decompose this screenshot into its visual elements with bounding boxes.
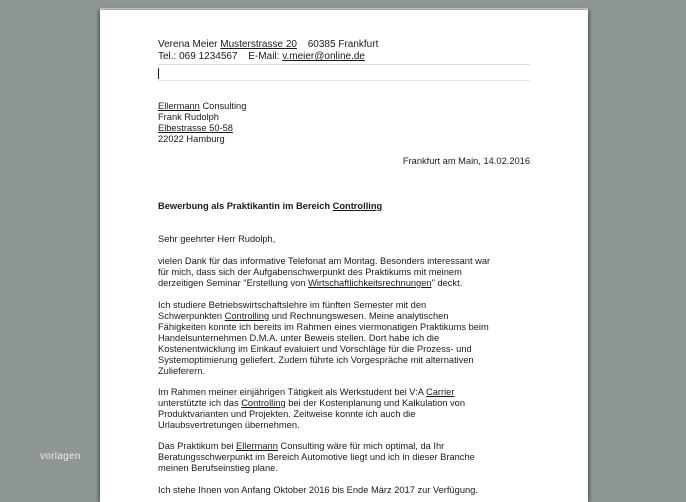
sender-email-label: E-Mail: — [248, 51, 280, 62]
text-run: Consulting wäre für mich optimal, da Ihr — [277, 441, 445, 451]
text-run: " deckt. — [431, 278, 463, 288]
text-run: Das Praktikum bei — [158, 441, 237, 451]
text-run: bei der Kostenplanung und Kalkulation von — [285, 398, 466, 408]
text-input-line[interactable] — [158, 66, 530, 81]
text-line — [158, 441, 530, 452]
sender-city: 60385 Frankfurt — [307, 39, 379, 50]
subject-topic: Controlling — [332, 201, 383, 211]
text-run: und Rechnungswesen. Meine analytischen — [269, 311, 449, 321]
sender-email-link[interactable]: v.meier@online.de — [282, 51, 365, 62]
sender-street: Musterstrasse 20 — [220, 39, 297, 50]
recipient-address — [158, 101, 530, 145]
sender-name: Verena Meier — [158, 39, 218, 50]
text-line — [158, 398, 530, 409]
text-line: Ich stehe Ihnen von Anfang Oktober 2016 bis Ende März 2017 zur Verfügung. — [158, 485, 478, 495]
recipient-company-name: Ellermann — [158, 101, 200, 111]
text-line — [158, 311, 530, 322]
paragraph-1 — [158, 256, 530, 289]
sender-contact-line — [158, 51, 530, 63]
text-line — [158, 278, 530, 289]
underlined-term: Controlling — [224, 311, 270, 321]
underlined-term: Wirtschaftlichkeitsrechnungen — [308, 278, 432, 288]
text-run: derzeitigen Seminar "Erstellung von — [158, 278, 309, 288]
text-line: für mich, dass sich der Aufgabenschwerpunkt des Praktikums mit meinem — [158, 267, 462, 277]
text-run: unterstützte ich das — [158, 398, 242, 408]
text-line: Produktvarianten und Projekten. Zeitweise konnte ich auch die — [158, 409, 416, 419]
paragraph-2 — [158, 300, 530, 377]
text-line: Fähigkeiten konnte ich bereits im Rahmen eines viermonatigen Praktikums beim — [158, 322, 489, 332]
text-cursor — [158, 68, 159, 79]
underlined-term: Ellermann — [236, 441, 278, 451]
underlined-term: Controlling — [241, 398, 286, 408]
text-line: Zulieferern. — [158, 366, 206, 376]
watermark-text: vorlagen — [40, 451, 81, 462]
date-line: Frankfurt am Main, 14.02.2016 — [402, 156, 530, 166]
sender-address-line — [158, 39, 530, 51]
text-line: Urlaubsvertretungen übernehmen. — [158, 420, 300, 430]
recipient-city: 22022 Hamburg — [158, 134, 225, 144]
recipient-company-suffix: Consulting — [199, 101, 247, 111]
text-run: Schwerpunkten — [158, 311, 225, 321]
underlined-term: Carrier — [426, 387, 455, 397]
recipient-person: Frank Rudolph — [158, 112, 219, 122]
sender-header — [158, 39, 530, 65]
text-line: Systemoptimierung geliefert. Zudem führte ich Vorgespräche mit alternativen — [158, 355, 474, 365]
letter-page — [100, 10, 588, 502]
salutation: Sehr geehrter Herr Rudolph, — [158, 234, 276, 244]
sender-phone: Tel.: 069 1234567 — [158, 51, 238, 62]
subject-prefix: Bewerbung als Praktikantin im Bereich — [158, 201, 333, 211]
text-line: meinen Berufseinstieg plane. — [158, 463, 278, 473]
text-line: vielen Dank für das informative Telefonat am Montag. Besonders interessant war — [158, 256, 491, 266]
text-line: Ich studiere Betriebswirtschaftslehre im fünften Semester mit den — [158, 300, 427, 310]
paragraph-3 — [158, 387, 530, 431]
recipient-company — [158, 101, 530, 112]
subject-line — [158, 201, 530, 212]
paragraph-5 — [158, 485, 530, 496]
paragraph-4 — [158, 441, 530, 474]
text-line: Beratungsschwerpunkt im Bereich Automotive liegt und ich in dieser Branche — [158, 452, 475, 462]
text-line: Kostenentwicklung im Einkauf evaluiert und Vorschläge für die Prozess- und — [158, 344, 472, 354]
text-line — [158, 387, 530, 398]
recipient-street: Elbestrasse 50-58 — [158, 123, 233, 133]
text-run: Im Rahmen meiner einjährigen Tätigkeit als Werkstudent bei V:A — [158, 387, 427, 397]
text-line: Handelsunternehmen D.M.A. unter Beweis stellen. Dort habe ich die — [158, 333, 440, 343]
